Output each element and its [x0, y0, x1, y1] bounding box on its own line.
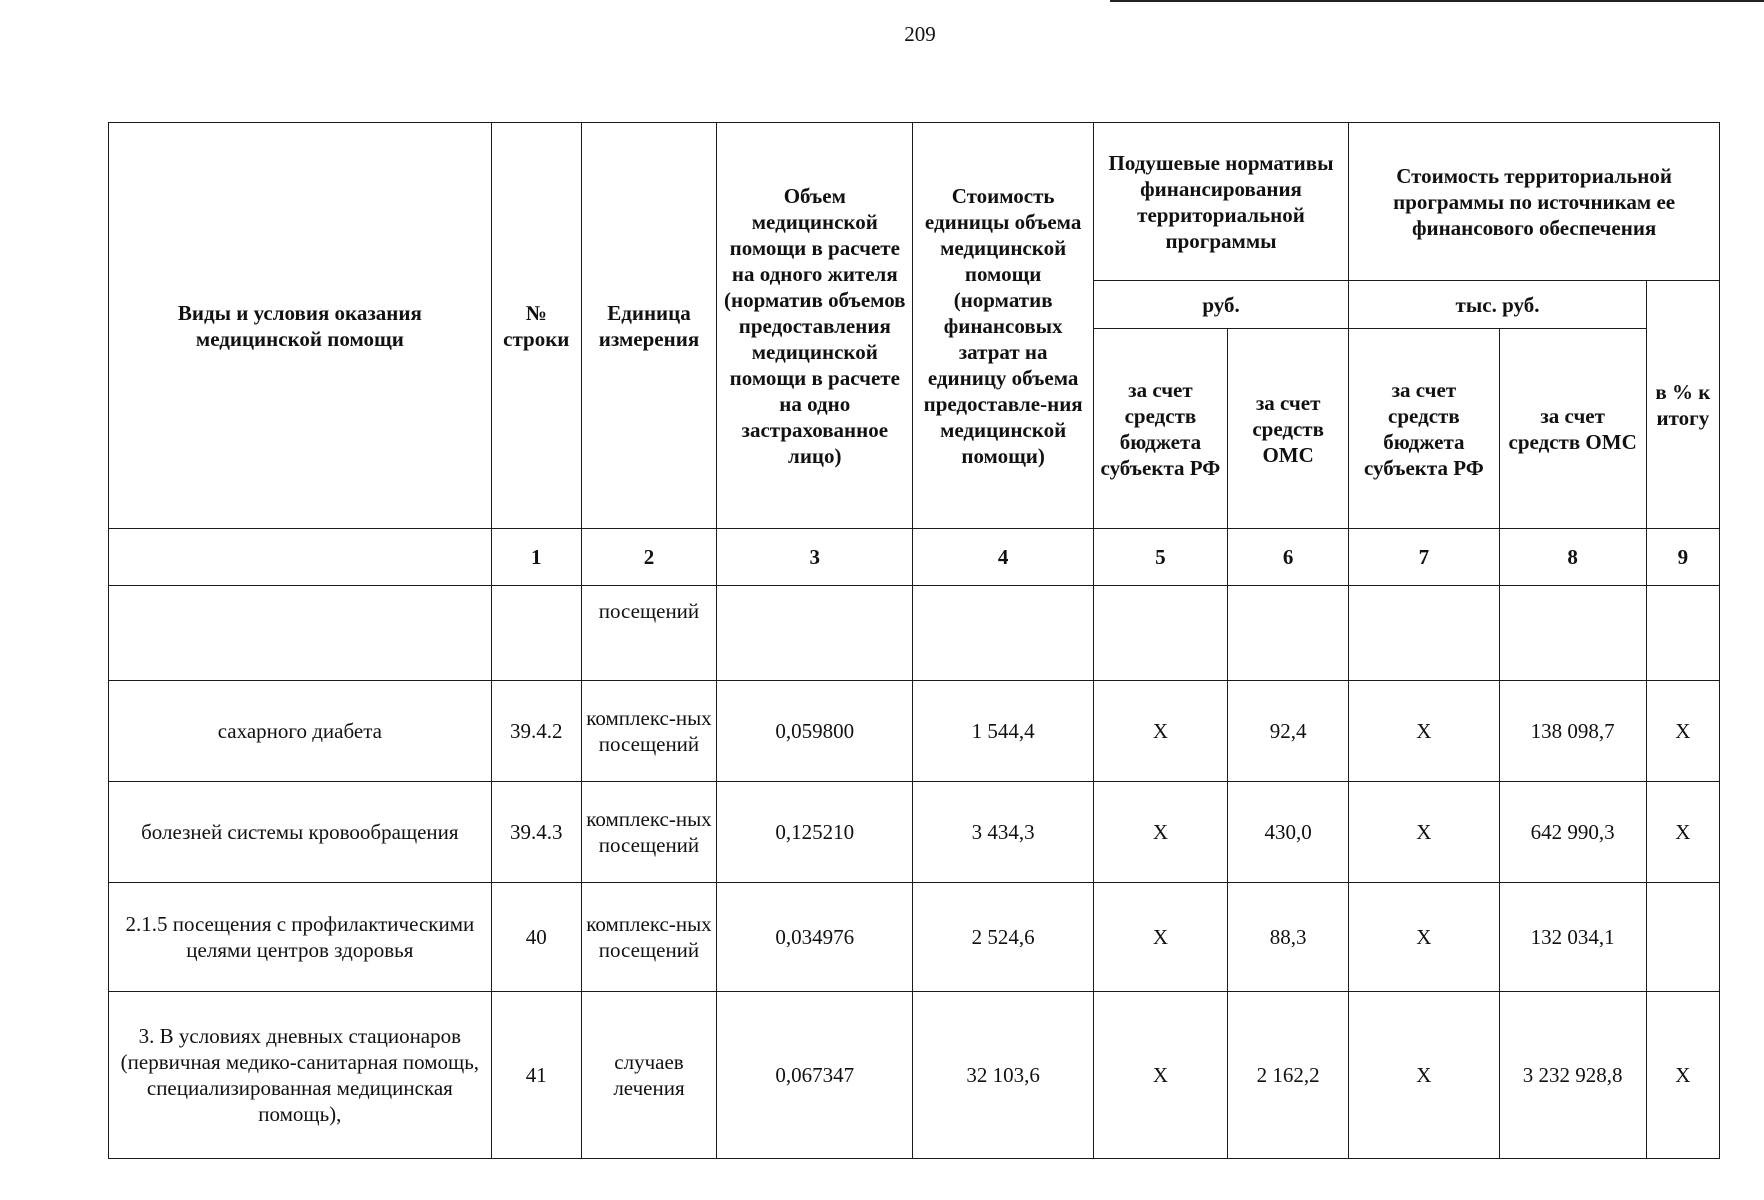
cell-cost: 1 544,4: [913, 681, 1093, 782]
header-program-cost-group: Стоимость территориальной программы по источникам ее финансового обеспечения: [1349, 123, 1720, 281]
column-number: 2: [581, 529, 716, 586]
cell-c5: X: [1093, 681, 1227, 782]
column-number: 5: [1093, 529, 1227, 586]
cell-row-no: 39.4.2: [491, 681, 581, 782]
cell-type: 3. В условиях дневных стационаров (первичная медико-санитарная помощь, специализированная медицинская помощь),: [109, 992, 492, 1159]
cell-c6: [1228, 586, 1349, 681]
cell-volume: 0,059800: [717, 681, 913, 782]
header-budget-rf-2: за счет средств бюджета субъекта РФ: [1349, 329, 1499, 529]
cell-c5: X: [1093, 992, 1227, 1159]
header-percent-total: в % к итогу: [1646, 281, 1719, 529]
cell-c7: X: [1349, 883, 1499, 992]
medical-care-table: [108, 122, 1720, 1159]
cell-c9: [1646, 883, 1719, 992]
cell-row-no: 40: [491, 883, 581, 992]
column-number: 3: [717, 529, 913, 586]
cell-c6: 88,3: [1228, 883, 1349, 992]
header-oms-2: за счет средств ОМС: [1499, 329, 1646, 529]
header-percapita-group: Подушевые нормативы финансирования территориальной программы: [1093, 123, 1348, 281]
cell-c8: 642 990,3: [1499, 782, 1646, 883]
header-budget-rf: за счет средств бюджета субъекта РФ: [1093, 329, 1227, 529]
column-number: 4: [913, 529, 1093, 586]
cell-volume: [717, 586, 913, 681]
header-thous-rub: тыс. руб.: [1349, 281, 1647, 329]
cell-c5: [1093, 586, 1227, 681]
cell-c5: X: [1093, 883, 1227, 992]
cell-c7: X: [1349, 681, 1499, 782]
cell-cost: 3 434,3: [913, 782, 1093, 883]
cell-volume: 0,034976: [717, 883, 913, 992]
table-row: [109, 992, 1720, 1159]
cell-c7: X: [1349, 782, 1499, 883]
cell-c7: [1349, 586, 1499, 681]
cell-cost: 32 103,6: [913, 992, 1093, 1159]
header-cost: Стоимость единицы объема медицинской помощи (норматив финансовых затрат на единицу объема предоставле-ния медицинской помощи): [913, 123, 1093, 529]
header-oms: за счет средств ОМС: [1228, 329, 1349, 529]
cell-c9: X: [1646, 782, 1719, 883]
cell-row-no: [491, 586, 581, 681]
table-row: [109, 883, 1720, 992]
column-number: 7: [1349, 529, 1499, 586]
header-unit: Единица измерения: [581, 123, 716, 529]
cell-row-no: 41: [491, 992, 581, 1159]
cell-type: болезней системы кровообращения: [109, 782, 492, 883]
header-row-1: [109, 123, 1720, 281]
cell-unit: случаев лечения: [581, 992, 716, 1159]
table-row: [109, 782, 1720, 883]
cell-volume: 0,067347: [717, 992, 913, 1159]
cell-c6: 430,0: [1228, 782, 1349, 883]
cell-volume: 0,125210: [717, 782, 913, 883]
table-row: [109, 586, 1720, 681]
header-type: Виды и условия оказания медицинской помощи: [109, 123, 492, 529]
header-volume: Объем медицинской помощи в расчете на одного жителя (норматив объемов предоставления медицинской помощи в расчете на одно застрахованное лицо): [717, 123, 913, 529]
cell-type: сахарного диабета: [109, 681, 492, 782]
top-rule: [1110, 0, 1764, 2]
page-number: 209: [904, 22, 936, 46]
cell-c8: 3 232 928,8: [1499, 992, 1646, 1159]
cell-unit: комплекс-ных посещений: [581, 883, 716, 992]
cell-c6: 92,4: [1228, 681, 1349, 782]
column-number: 1: [491, 529, 581, 586]
cell-c8: 132 034,1: [1499, 883, 1646, 992]
cell-c8: [1499, 586, 1646, 681]
cell-c5: X: [1093, 782, 1227, 883]
cell-row-no: 39.4.3: [491, 782, 581, 883]
cell-type: 2.1.5 посещения с профилактическими целями центров здоровья: [109, 883, 492, 992]
column-number: 6: [1228, 529, 1349, 586]
cell-cost: 2 524,6: [913, 883, 1093, 992]
cell-c9: X: [1646, 992, 1719, 1159]
column-number-row: [109, 529, 1720, 586]
cell-type: [109, 586, 492, 681]
cell-c6: 2 162,2: [1228, 992, 1349, 1159]
column-number: 9: [1646, 529, 1719, 586]
cell-c7: X: [1349, 992, 1499, 1159]
column-number: 8: [1499, 529, 1646, 586]
cell-c8: 138 098,7: [1499, 681, 1646, 782]
cell-c9: [1646, 586, 1719, 681]
table-row: [109, 681, 1720, 782]
column-number-blank: [109, 529, 492, 586]
header-rub: руб.: [1093, 281, 1348, 329]
header-row-no: № строки: [491, 123, 581, 529]
cell-cost: [913, 586, 1093, 681]
cell-c9: X: [1646, 681, 1719, 782]
cell-unit: посещений: [581, 586, 716, 681]
cell-unit: комплекс-ных посещений: [581, 681, 716, 782]
cell-unit: комплекс-ных посещений: [581, 782, 716, 883]
